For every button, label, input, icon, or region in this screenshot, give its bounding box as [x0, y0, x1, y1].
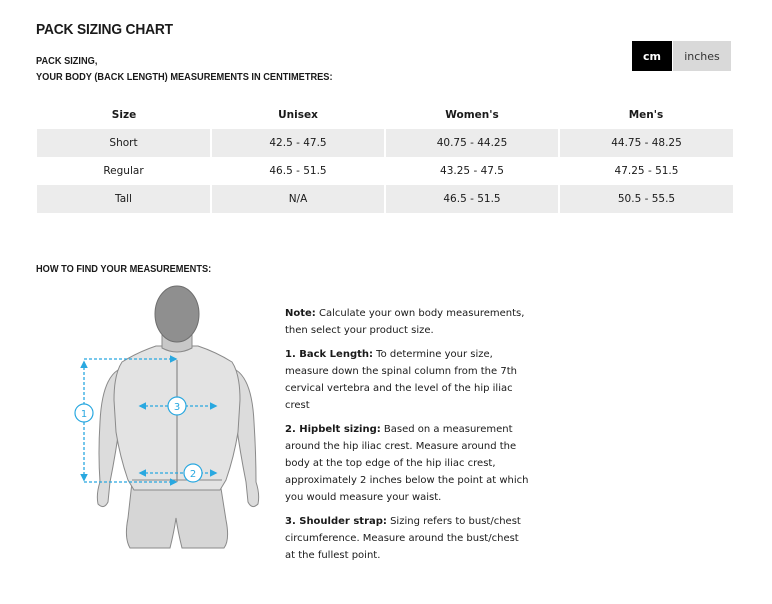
table-row: [37, 157, 733, 185]
table-cell: Regular: [103, 165, 144, 177]
hipbelt-label: 2. Hipbelt sizing:: [285, 424, 381, 435]
table-cell: 50.5 - 55.5: [559, 185, 733, 213]
marker-3-label: 3: [173, 402, 181, 413]
note-label: Note:: [285, 308, 316, 319]
inches-button[interactable]: inches: [673, 41, 731, 71]
page-title: PACK SIZING CHART: [36, 21, 173, 38]
how-to-heading: HOW TO FIND YOUR MEASUREMENTS:: [36, 263, 212, 275]
measurement-notes: [285, 305, 530, 571]
table-cell: 42.5 - 47.5: [211, 129, 385, 157]
table-cell: 40.75 - 44.25: [385, 129, 559, 157]
table-cell: 46.5 - 51.5: [385, 185, 559, 213]
body-measurement-figure: [70, 282, 270, 550]
back-length-text: To determine your size, measure down the spinal column from the 7th cervical vertebra and the level of the hip iliac crest: [285, 349, 517, 411]
head-shape: [155, 286, 199, 342]
shoulder-text: Sizing refers to bust/chest circumference. Measure around the bust/chest at the fullest point.: [285, 516, 521, 561]
shoulder-label: 3. Shoulder strap:: [285, 516, 387, 527]
table-row: [37, 129, 733, 157]
note-text: Calculate your own body measurements, then select your product size.: [285, 308, 525, 336]
hipbelt-paragraph: [285, 421, 530, 506]
cm-button[interactable]: cm: [632, 41, 672, 71]
header-womens: Women's: [445, 109, 499, 121]
shorts-shape: [126, 482, 227, 548]
note-paragraph: [285, 305, 530, 339]
table-cell: Tall: [37, 185, 211, 213]
table-row: [37, 185, 733, 213]
back-length-label: 1. Back Length:: [285, 349, 373, 360]
body-diagram: [70, 282, 270, 550]
table-header-row: [37, 101, 733, 129]
table-cell: 46.5 - 51.5: [211, 157, 385, 185]
header-size: Size: [111, 109, 137, 121]
header-mens: Men's: [628, 109, 664, 121]
table-cell: N/A: [211, 185, 385, 213]
subtitle-line-1: PACK SIZING,: [36, 55, 98, 67]
table-cell: Short: [37, 129, 211, 157]
back-length-paragraph: [285, 346, 530, 414]
marker-1-label: 1: [80, 409, 88, 420]
table-cell: 44.75 - 48.25: [559, 129, 733, 157]
subtitle-line-2: YOUR BODY (BACK LENGTH) MEASUREMENTS IN CENTIMETRES:: [36, 71, 333, 83]
size-table: [37, 101, 733, 213]
hipbelt-text: Based on a measurement around the hip iliac crest. Measure around the body at the top edge of the hip iliac crest, approximately 2 inches below the point at which you would measure your waist.: [285, 424, 529, 503]
table-cell: 43.25 - 47.5: [385, 157, 559, 185]
header-unisex: Unisex: [278, 109, 318, 121]
unit-toggle: [632, 41, 731, 71]
table-cell: 47.25 - 51.5: [559, 157, 733, 185]
shoulder-paragraph: [285, 513, 530, 564]
marker-2-label: 2: [189, 469, 197, 480]
